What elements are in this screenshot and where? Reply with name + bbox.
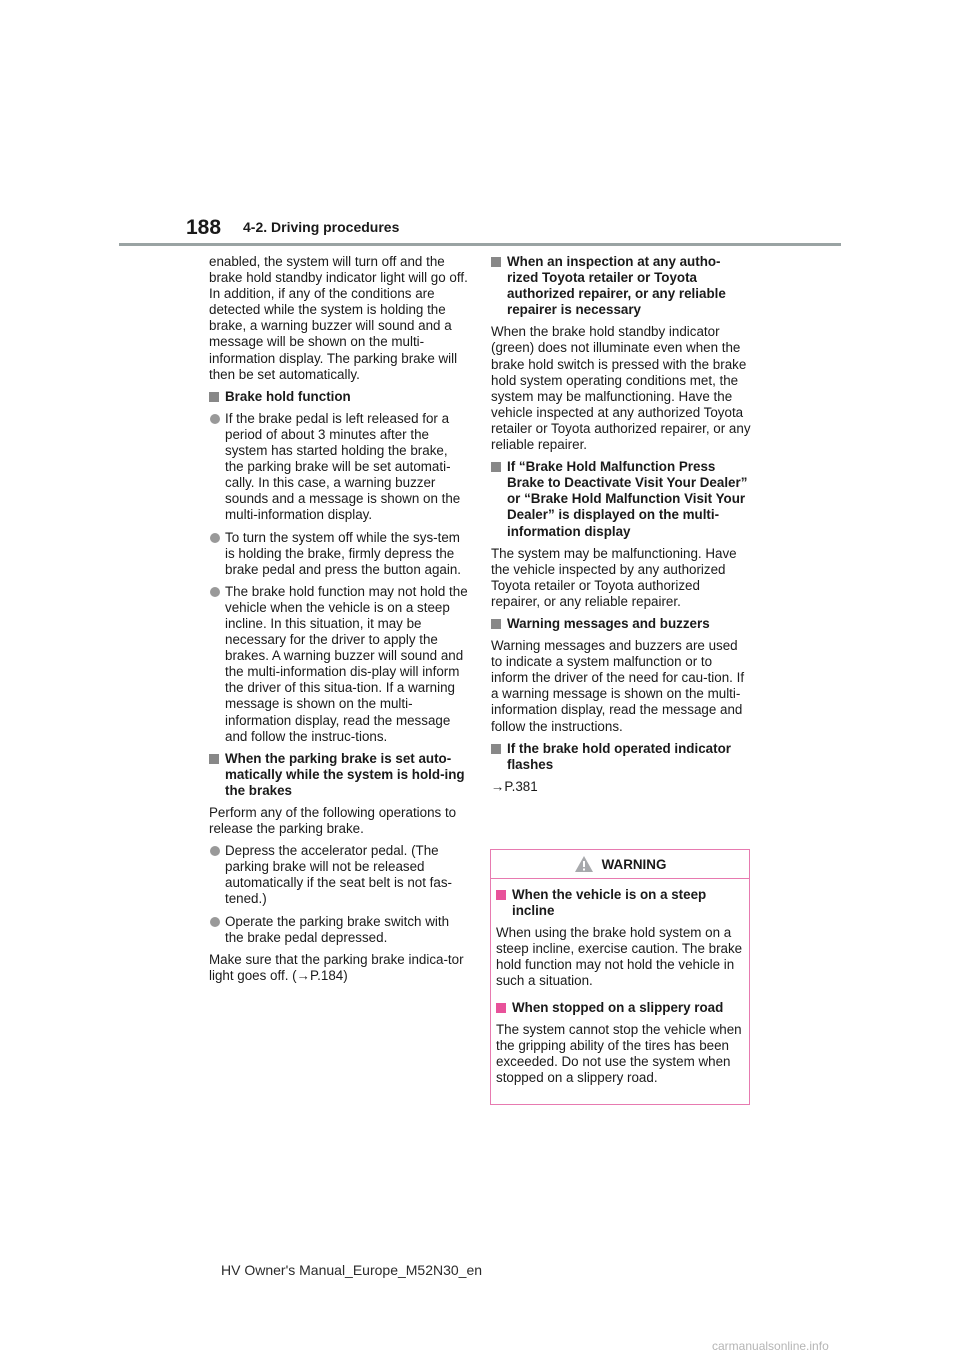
- paragraph: Warning messages and buzzers are used to indicate a system malfunction or to inform the driver of the need for cau-tion. If a warning message is shown on the multi-information display, read the message and follow the instructions.: [491, 638, 745, 734]
- heading-indicator-flashes: [491, 741, 751, 773]
- footer-manual-id: HV Owner's Manual_Europe_M52N30_en: [221, 1262, 483, 1278]
- warning-body: [491, 879, 749, 1086]
- heading-warning-messages: [491, 616, 751, 632]
- paragraph: The system may be malfunctioning. Have the vehicle inspected by any authorized Toyota retailer or Toyota authorized repairer, or any reliable repairer.: [491, 545, 737, 609]
- round-bullet-icon: [210, 414, 220, 424]
- page-reference: →P.381: [491, 778, 538, 794]
- heading-text: When the parking brake is set auto-matically while the system is hold-ing the brakes: [225, 750, 465, 798]
- bullet-item: [209, 411, 469, 524]
- heading-text: When an inspection at any autho-rized Toyota retailer or Toyota authorized repairer, or any reliable repairer is necessary: [507, 254, 726, 318]
- paragraph: Perform any of the following operations to release the parking brake.: [209, 805, 457, 837]
- heading-inspection: [491, 254, 751, 318]
- warning-title: WARNING: [601, 856, 667, 872]
- watermark-text: carmanualsonline.info: [712, 1339, 829, 1353]
- square-bullet-icon: [491, 462, 501, 472]
- square-bullet-icon: [496, 1003, 506, 1013]
- round-bullet-icon: [210, 846, 220, 856]
- warning-heading-steep-incline: [496, 887, 744, 919]
- square-bullet-icon: [209, 754, 219, 764]
- square-bullet-icon: [491, 619, 501, 629]
- section-title: 4-2. Driving procedures: [243, 219, 400, 235]
- bullet-item: [209, 843, 469, 907]
- warning-heading-slippery-road: [496, 1000, 744, 1016]
- round-bullet-icon: [210, 533, 220, 543]
- bullet-text: The brake hold function may not hold the vehicle when the vehicle is on a steep incline. In this situation, it may be necessary for the driver to apply the brakes. A warning buzzer will sound and the multi-information dis-play will inform the driver of this situa-tion. If a warning message is shown on the multi-information display, read the message and follow the instruc-tions.: [225, 583, 468, 744]
- paragraph: When the brake hold standby indicator (green) does not illuminate even when the brake hold switch is pressed with the brake hold system operating conditions met, the system may be malfunctioning. Have the vehicle inspected at any authorized Toyota retailer or Toyota authorized repairer, or any reliable repairer.: [491, 324, 751, 453]
- bullet-text: Operate the parking brake switch with the brake pedal depressed.: [225, 913, 450, 945]
- bullet-item: [209, 584, 469, 745]
- page-number: 188: [186, 216, 222, 239]
- heading-text: When the vehicle is on a steep incline: [512, 887, 707, 919]
- square-bullet-icon: [491, 744, 501, 754]
- intro-paragraph: enabled, the system will turn off and the brake hold standby indicator light will go off. In addition, if any of the conditions are detected while the system is holding the brake, a warning buzzer will sound and a message will be shown on the multi-information display. The parking brake will then be set automatically.: [209, 254, 468, 382]
- heading-text: If the brake hold operated indicator flashes: [507, 740, 731, 772]
- warning-header: [491, 850, 749, 879]
- heading-text: When stopped on a slippery road: [512, 999, 724, 1015]
- heading-text: If “Brake Hold Malfunction Press Brake to Deactivate Visit Your Dealer” or “Brake Hold Malfunction Visit Your Dealer” is displayed on the multi-information display: [507, 459, 748, 539]
- header-rule: [119, 243, 841, 246]
- square-bullet-icon: [496, 890, 506, 900]
- heading-brake-hold-function: [209, 389, 469, 405]
- bullet-text: To turn the system off while the sys-tem is holding the brake, firmly depress the brake pedal and press the button again.: [225, 529, 461, 577]
- warning-paragraph: When using the brake hold system on a steep incline, exercise caution. The brake hold function may not hold the vehicle in such a situation.: [496, 925, 743, 989]
- warning-paragraph: The system cannot stop the vehicle when the gripping ability of the tires has been exceeded. Do not use the system when stopped on a slippery road.: [496, 1021, 742, 1085]
- square-bullet-icon: [209, 392, 219, 402]
- bullet-text: Depress the accelerator pedal. (The parking brake will not be released automatically if the seat belt is not fas-tened.): [225, 843, 453, 907]
- square-bullet-icon: [491, 257, 501, 267]
- heading-malfunction-message: [491, 459, 751, 539]
- warning-triangle-icon: [574, 855, 594, 873]
- bullet-item: [209, 914, 469, 946]
- warning-box: [490, 849, 750, 1105]
- round-bullet-icon: [210, 917, 220, 927]
- paragraph-page-reference: Make sure that the parking brake indica-tor light goes off. (→P.184): [209, 951, 464, 983]
- left-column: [209, 254, 469, 990]
- bullet-item: [209, 530, 469, 578]
- heading-text: Warning messages and buzzers: [507, 615, 710, 631]
- right-column: [491, 254, 751, 801]
- heading-text: Brake hold function: [225, 388, 351, 404]
- bullet-text: If the brake pedal is left released for a period of about 3 minutes after the system has started holding the brake, the parking brake will be set automati-cally. In this case, a warning buzzer sounds and a message is shown on the multi-information display.: [225, 410, 461, 523]
- heading-parking-brake-auto: [209, 751, 469, 799]
- round-bullet-icon: [210, 587, 220, 597]
